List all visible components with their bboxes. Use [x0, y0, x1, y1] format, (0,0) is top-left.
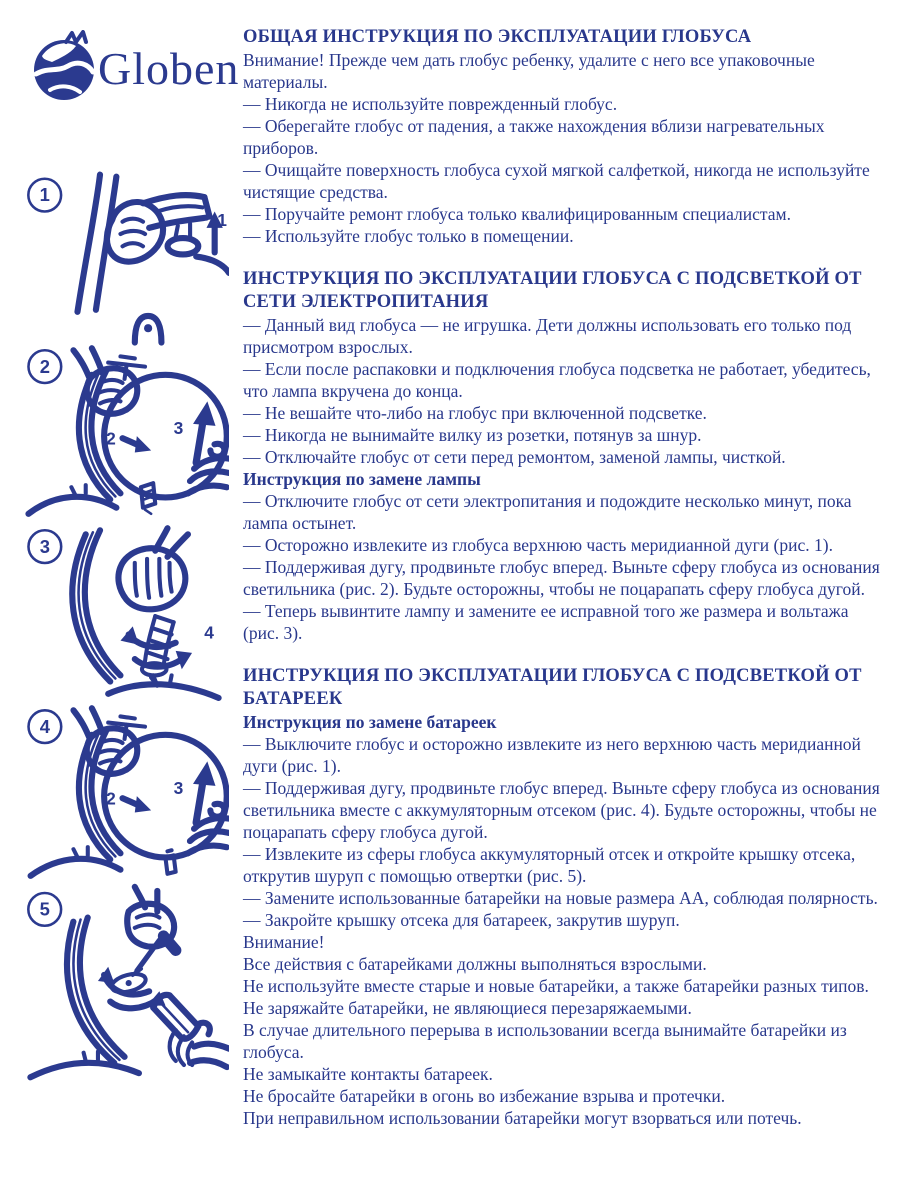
section-2-subheading: Инструкция по замене лампы — [243, 469, 481, 489]
figure-2-number: 2 — [39, 355, 50, 377]
paragraph: — Отключайте глобус от сети перед ремонтом, заменой лампы, чисткой. — [243, 447, 786, 467]
section-3-heading: ИНСТРУКЦИЯ ПО ЭКСПЛУАТАЦИИ ГЛОБУСА С ПОДСВЕТКОЙ ОТ БАТАРЕЕК — [243, 666, 862, 709]
figure-2-arrow-label-2: 2 — [106, 428, 116, 449]
figure-3-number: 3 — [39, 535, 50, 557]
paragraph: Не замыкайте контакты батареек. — [243, 1064, 493, 1084]
figure-1-illustration — [14, 160, 229, 350]
paragraph: — Отключите глобус от сети электропитания и подождите несколько минут, пока лампа остынет. — [243, 491, 852, 533]
paragraph: — Поддерживая дугу, продвиньте глобус вперед. Выньте сферу глобуса из основания светильника (рис. 2). Будьте осторожны, чтобы не поцарапать сферу глобуса дугой. — [243, 557, 880, 599]
paragraph: В случае длительного перерыва в использовании всегда вынимайте батарейки из глобуса. — [243, 1020, 847, 1062]
figure-4-number: 4 — [39, 715, 50, 737]
figure-5-open-battery-box — [14, 876, 229, 1087]
paragraph: Все действия с батарейками должны выполняться взрослыми. — [243, 954, 707, 974]
globe-icon — [28, 30, 102, 106]
figure-1-remove-arc-top — [14, 160, 229, 355]
paragraph: — Извлеките из сферы глобуса аккумуляторный отсек и откройте крышку отсека, открутив шуруп с помощью отвертки (рис. 5). — [243, 844, 856, 886]
paragraph: — Данный вид глобуса — не игрушка. Дети должны использовать его только под присмотром взрослых. — [243, 315, 852, 357]
figure-3-arrow-label: 4 — [204, 622, 214, 643]
figure-2-remove-sphere — [14, 338, 229, 527]
figure-4-remove-sphere-battery — [14, 696, 229, 889]
figure-4-arrow-label-2: 2 — [106, 788, 116, 809]
figure-1-number: 1 — [39, 184, 50, 206]
paragraph: — Выключите глобус и осторожно извлеките из него верхнюю часть меридианной дуги (рис. 1). — [243, 734, 861, 776]
paragraph: — Оберегайте глобус от падения, а также нахождения вблизи нагревательных приборов. — [243, 116, 825, 158]
paragraph: Не бросайте батарейки в огонь во избежание взрыва и протечки. — [243, 1086, 726, 1106]
paragraph: Не используйте вместе старые и новые батарейки, а также батарейки разных типов. — [243, 976, 869, 996]
figure-4-arrow-label-3: 3 — [173, 778, 184, 799]
paragraph: — Замените использованные батарейки на новые размера АА, соблюдая полярность. — [243, 888, 878, 908]
paragraph: — Поручайте ремонт глобуса только квалифицированным специалистам. — [243, 204, 791, 224]
paragraph: — Очищайте поверхность глобуса сухой мягкой салфеткой, никогда не используйте чистящие средства. — [243, 160, 870, 202]
figure-4-illustration — [14, 696, 229, 884]
section-1-heading: ОБЩАЯ ИНСТРУКЦИЯ ПО ЭКСПЛУАТАЦИИ ГЛОБУСА — [243, 27, 752, 47]
figure-2-illustration — [14, 338, 229, 522]
paragraph: Внимание! Прежде чем дать глобус ребенку, удалите с него все упаковочные материалы. — [243, 50, 815, 92]
globen-logo — [28, 30, 239, 106]
figure-5-number: 5 — [39, 898, 50, 920]
paragraph: — Не вешайте что-либо на глобус при включенной подсветке. — [243, 403, 707, 423]
paragraph: — Никогда не вынимайте вилку из розетки, потянув за шнур. — [243, 425, 702, 445]
section-2-heading: ИНСТРУКЦИЯ ПО ЭКСПЛУАТАЦИИ ГЛОБУСА С ПОДСВЕТКОЙ ОТ СЕТИ ЭЛЕКТРОПИТАНИЯ — [243, 269, 862, 312]
paragraph: При неправильном использовании батарейки могут взорваться или потечь. — [243, 1108, 802, 1128]
paragraph: — Никогда не используйте поврежденный глобус. — [243, 94, 618, 114]
paragraph: — Используйте глобус только в помещении. — [243, 226, 574, 246]
figure-1-arrow-label: 1 — [217, 209, 227, 230]
paragraph: — Теперь вывинтите лампу и замените ее исправной того же размера и вольтажа (рис. 3). — [243, 601, 849, 643]
warning-heading: Внимание! — [243, 932, 325, 952]
figure-3-illustration — [14, 518, 229, 702]
section-3-subheading: Инструкция по замене батареек — [243, 712, 497, 732]
figure-2-arrow-label-3: 3 — [173, 418, 184, 439]
paragraph: — Поддерживая дугу, продвиньте глобус вперед. Выньте сферу глобуса из основания светильника вместе с аккумуляторным отсеком (рис. 4). Будьте осторожны, чтобы не поцарапать сферу глобуса дугой. — [243, 778, 880, 842]
paragraph: Не заряжайте батарейки, не являющиеся перезаряжаемыми. — [243, 998, 692, 1018]
instruction-text-column — [243, 26, 882, 1129]
figure-5-illustration — [14, 876, 229, 1082]
paragraph: — Если после распаковки и подключения глобуса подсветка не работает, убедитесь, что лампа вкручена до конца. — [243, 359, 871, 401]
paragraph: — Осторожно извлеките из глобуса верхнюю часть меридианной дуги (рис. 1). — [243, 535, 833, 555]
logo-text: Globen — [98, 42, 240, 94]
paragraph: — Закройте крышку отсека для батареек, закрутив шуруп. — [243, 910, 680, 930]
figure-3-replace-lamp — [14, 518, 229, 707]
